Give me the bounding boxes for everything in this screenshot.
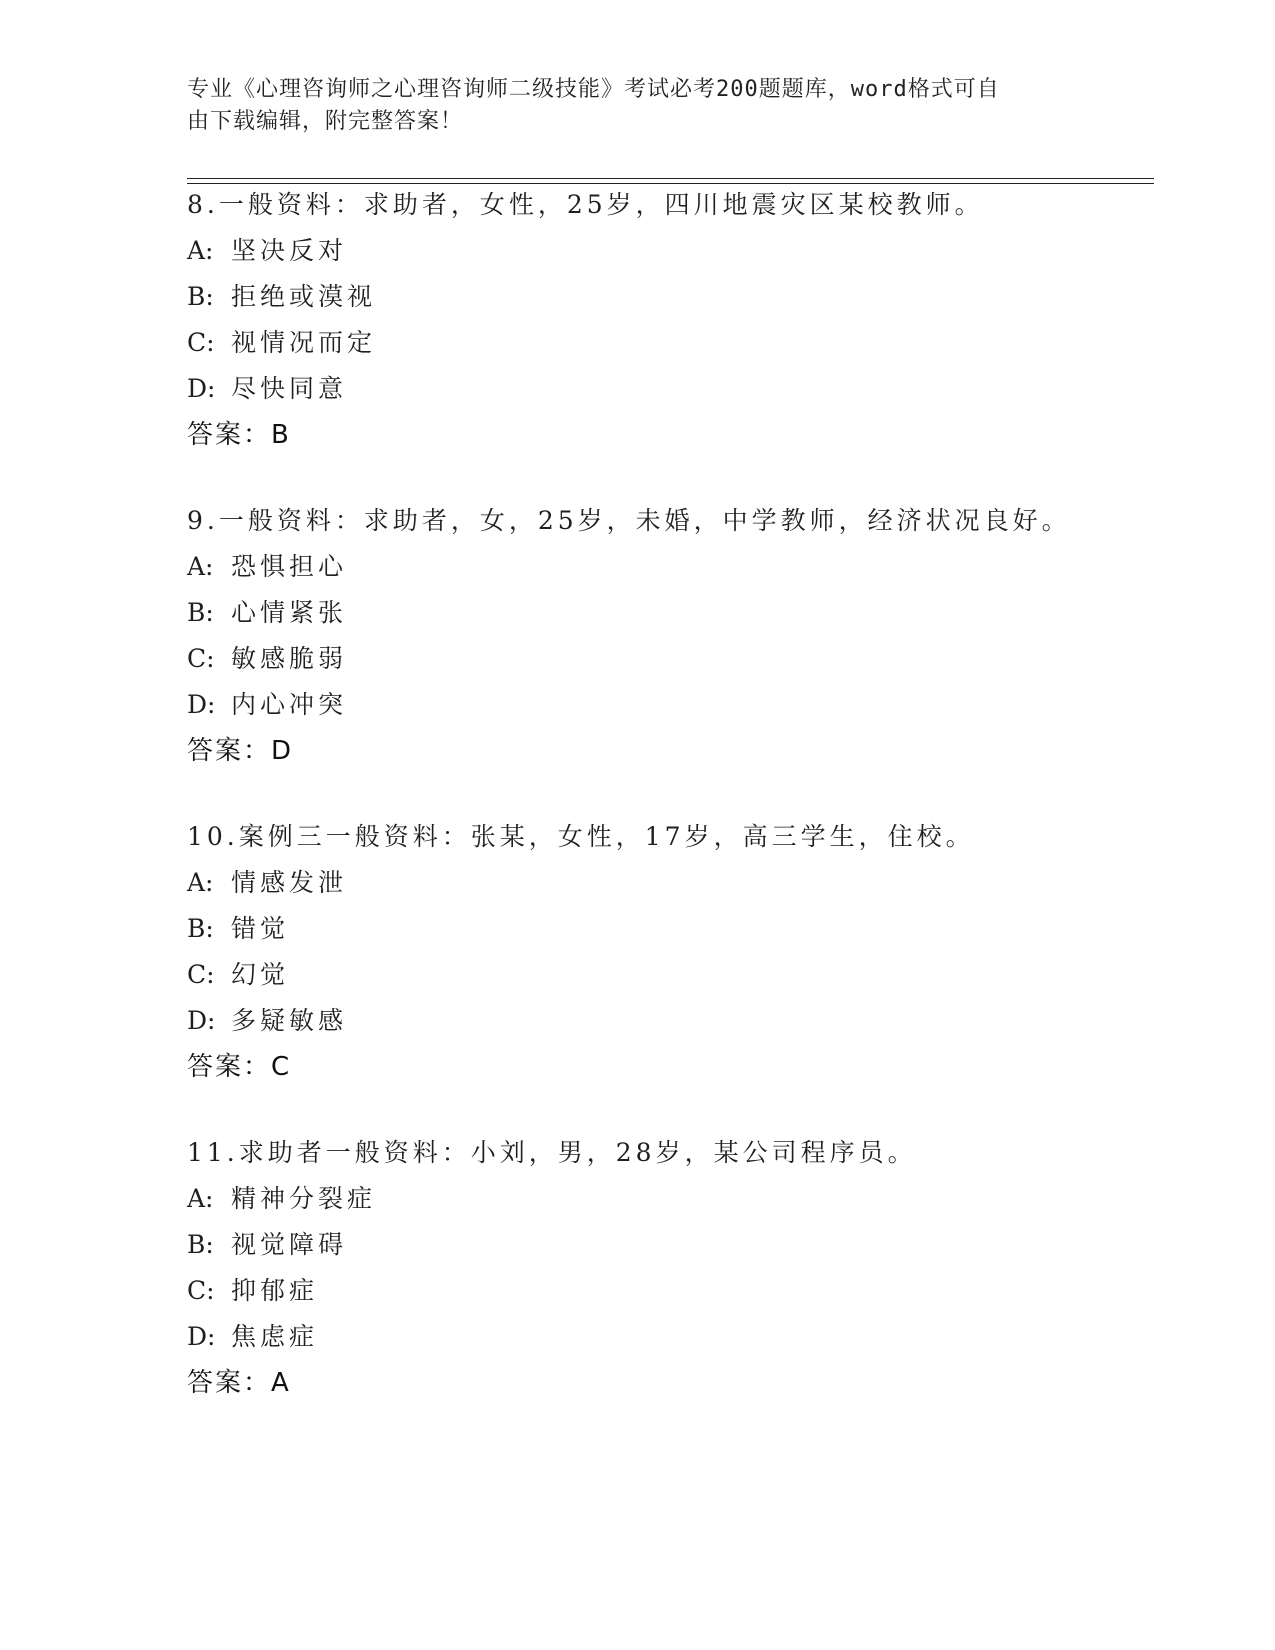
- option-d: [187, 1322, 1147, 1368]
- option-key: B:: [187, 1230, 214, 1259]
- answer-line: 答案：C: [187, 1052, 292, 1082]
- option-text: 尽快同意: [231, 374, 348, 403]
- option-key: A:: [187, 552, 214, 581]
- question-block: [187, 506, 1147, 782]
- option-text: 坚决反对: [231, 236, 348, 265]
- option-text: 内心冲突: [231, 690, 348, 719]
- option-c: [187, 644, 1147, 690]
- header-divider-bottom: [187, 183, 1154, 184]
- option-b: [187, 1230, 1147, 1276]
- option-text: 视情况而定: [231, 328, 377, 357]
- option-key: D:: [187, 1006, 216, 1035]
- option-text: 拒绝或漠视: [231, 282, 377, 311]
- option-b: [187, 914, 1147, 960]
- option-key: C:: [187, 644, 215, 673]
- option-key: B:: [187, 598, 214, 627]
- option-text: 抑郁症: [231, 1276, 319, 1305]
- option-text: 心情紧张: [231, 598, 348, 627]
- question-stem: 8.一般资料：求助者，女性，25岁，四川地震灾区某校教师。: [187, 190, 984, 219]
- option-text: 情感发泄: [231, 868, 348, 897]
- option-key: C:: [187, 1276, 215, 1305]
- option-key: B:: [187, 914, 214, 943]
- header-divider-top: [187, 178, 1154, 179]
- option-text: 焦虑症: [231, 1322, 319, 1351]
- option-d: [187, 374, 1147, 420]
- answer-line: 答案：D: [187, 736, 294, 766]
- option-a: [187, 868, 1147, 914]
- option-text: 恐惧担心: [231, 552, 348, 581]
- question-stem: 10.案例三一般资料：张某，女性，17岁，高三学生，住校。: [187, 822, 975, 851]
- option-text: 多疑敏感: [231, 1006, 348, 1035]
- option-d: [187, 690, 1147, 736]
- option-text: 幻觉: [231, 960, 290, 989]
- question-stem: 11.求助者一般资料：小刘，男，28岁，某公司程序员。: [187, 1138, 917, 1167]
- option-b: [187, 282, 1147, 328]
- option-key: D:: [187, 1322, 216, 1351]
- option-key: C:: [187, 328, 215, 357]
- option-b: [187, 598, 1147, 644]
- option-key: A:: [187, 868, 214, 897]
- option-d: [187, 1006, 1147, 1052]
- answer-line: 答案：B: [187, 420, 291, 450]
- option-a: [187, 1184, 1147, 1230]
- document-header-note: [187, 74, 1067, 138]
- option-c: [187, 328, 1147, 374]
- question-block: [187, 1138, 1147, 1414]
- option-a: [187, 552, 1147, 598]
- option-a: [187, 236, 1147, 282]
- question-stem: 9.一般资料：求助者，女，25岁，未婚，中学教师，经济状况良好。: [187, 506, 1071, 535]
- option-c: [187, 1276, 1147, 1322]
- option-key: D:: [187, 374, 216, 403]
- question-block: [187, 822, 1147, 1098]
- option-key: A:: [187, 236, 214, 265]
- option-c: [187, 960, 1147, 1006]
- option-key: A:: [187, 1184, 214, 1213]
- option-text: 敏感脆弱: [231, 644, 348, 673]
- option-text: 精神分裂症: [231, 1184, 377, 1213]
- answer-line: 答案：A: [187, 1368, 291, 1398]
- header-line-2: 由下载编辑，附完整答案！: [187, 109, 464, 134]
- option-key: B:: [187, 282, 214, 311]
- header-line-1: 专业《心理咨询师之心理咨询师二级技能》考试必考200题题库，word格式可自: [187, 77, 1000, 102]
- option-key: D:: [187, 690, 216, 719]
- option-text: 错觉: [231, 914, 290, 943]
- question-block: [187, 190, 1147, 466]
- option-key: C:: [187, 960, 215, 989]
- option-text: 视觉障碍: [231, 1230, 348, 1259]
